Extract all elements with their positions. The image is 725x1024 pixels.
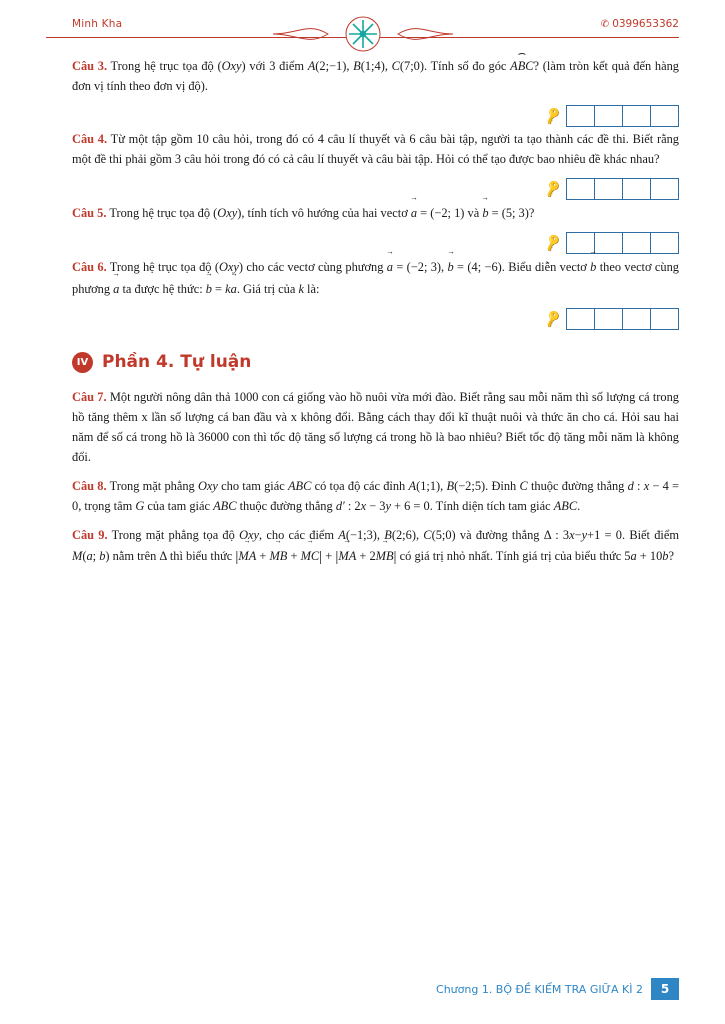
question-block — [72, 387, 679, 467]
answer-boxes[interactable] — [567, 105, 679, 127]
page-number: 5 — [651, 978, 679, 1000]
question-text: Trong hệ trục tọa độ (Oxy), tính tích vô hướng của hai vectơ a → = (−2; 1) và b → = (5; 3)? — [109, 206, 534, 220]
key-icon: 🔑 — [542, 308, 563, 329]
answer-box[interactable] — [622, 105, 651, 127]
answer-row — [72, 232, 679, 254]
question-label: Câu 5. — [72, 206, 107, 221]
phone-icon: ✆ — [600, 19, 610, 30]
answer-box[interactable] — [622, 308, 651, 330]
question-label: Câu 7. — [72, 389, 107, 404]
answer-box[interactable] — [650, 178, 679, 200]
answer-box[interactable] — [594, 178, 623, 200]
question-text: Trong mặt phẳng Oxy cho tam giác ABC có tọa độ các đỉnh A(1;1), B(−2;5). Đỉnh C thuộc đường thẳng d : x − 4 = 0, trọng tâm G của tam giác ABC thuộc đường thẳng d′ : 2x − 3y + 6 = 0. Tính diện tích tam giác ABC. — [72, 479, 680, 514]
question-block — [72, 56, 679, 96]
answer-box[interactable] — [650, 232, 679, 254]
question-block — [72, 525, 679, 569]
question-text: Một người nông dân thả 1000 con cá giống vào hồ nuôi vừa mới đào. Biết rằng sau mỗi năm thì số lượng cá trong hồ tăng thêm x lần số lượng cá ban đầu và x không đổi. Bằng cách thay đổi kĩ thuật nuôi và thức ăn cho cá. Hỏi sau hai năm để số cá trong hồ là 36000 con thì tốc độ tăng số lượng cá trong hồ là bao nhiêu? Biết tốc độ tăng mỗi năm là không đổi. — [72, 389, 679, 464]
decorative-divider-ornament — [273, 14, 453, 54]
section-title: Phần 4. Tự luận — [102, 352, 252, 373]
question-block — [72, 256, 679, 298]
answer-box[interactable] — [594, 308, 623, 330]
question-label: Câu 8. — [72, 479, 107, 494]
question-text: Trong mặt phẳng tọa độ Oxy, cho các điểm A(−1;3), B(2;6), C(5;0) và đường thẳng Δ : 3x−y+1 = 0. Biết điểm M(a; b) nằm trên Δ thì biểu thức |MA → + MB → + MC →| + |MA → + 2MB →| có giá trị nhỏ nhất. Tính giá trị của biểu thức 5a + 10b? — [72, 528, 679, 563]
answer-box[interactable] — [594, 105, 623, 127]
answer-box[interactable] — [566, 105, 595, 127]
page-footer — [436, 978, 679, 1000]
question-text: Trong hệ trục tọa độ (Oxy) cho các vectơ cùng phương a → = (−2; 3), b → = (4; −6). Biểu diễn vectơ b → theo vectơ cùng phương a → ta được hệ thức: b → = ka →. Giá trị của k là: — [72, 260, 679, 295]
question-label: Câu 6. — [72, 260, 107, 275]
header-phone — [601, 18, 679, 30]
question-block — [72, 129, 679, 169]
section-badge: IV — [72, 352, 93, 373]
answer-row — [72, 308, 679, 330]
question-label: Câu 4. — [72, 132, 108, 147]
answer-box[interactable] — [566, 308, 595, 330]
document-content — [72, 56, 679, 579]
header-phone-number: 0399653362 — [612, 18, 679, 30]
answer-row — [72, 105, 679, 127]
answer-box[interactable] — [622, 178, 651, 200]
answer-boxes[interactable] — [567, 232, 679, 254]
question-label: Câu 9. — [72, 528, 108, 543]
answer-boxes[interactable] — [567, 308, 679, 330]
answer-box[interactable] — [650, 105, 679, 127]
header-author: Minh Kha — [72, 18, 123, 30]
footer-chapter: Chương 1. BỘ ĐỀ KIỂM TRA GIỮA KÌ 2 — [436, 982, 643, 996]
question-block — [72, 202, 679, 223]
section-heading — [72, 352, 679, 373]
key-icon: 🔑 — [542, 179, 563, 199]
key-icon: 🔑 — [542, 105, 563, 126]
answer-box[interactable] — [594, 232, 623, 254]
answer-box[interactable] — [622, 232, 651, 254]
question-text: Từ một tập gồm 10 câu hỏi, trong đó có 4 câu lí thuyết và 6 câu bài tập, người ta tạo thành các đề thi. Biết rằng một đề thi phải gồm 3 câu hỏi trong đó có cả câu lí thuyết và câu bài tập. Hỏi có thể tạo được bao nhiêu đề khác nhau? — [72, 132, 679, 167]
answer-box[interactable] — [650, 308, 679, 330]
question-label: Câu 3. — [72, 59, 108, 73]
key-icon: 🔑 — [542, 233, 563, 253]
question-text: Trong hệ trục tọa độ (Oxy) với 3 điểm A(2;−1), B(1;4), C(7;0). Tính số đo góc ABC ⌢? (làm tròn kết quả đến hàng đơn vị tính theo đơn vị độ). — [72, 59, 679, 93]
answer-boxes[interactable] — [567, 178, 679, 200]
answer-row — [72, 178, 679, 200]
answer-box[interactable] — [566, 178, 595, 200]
question-block — [72, 476, 679, 516]
page-header — [46, 14, 679, 48]
